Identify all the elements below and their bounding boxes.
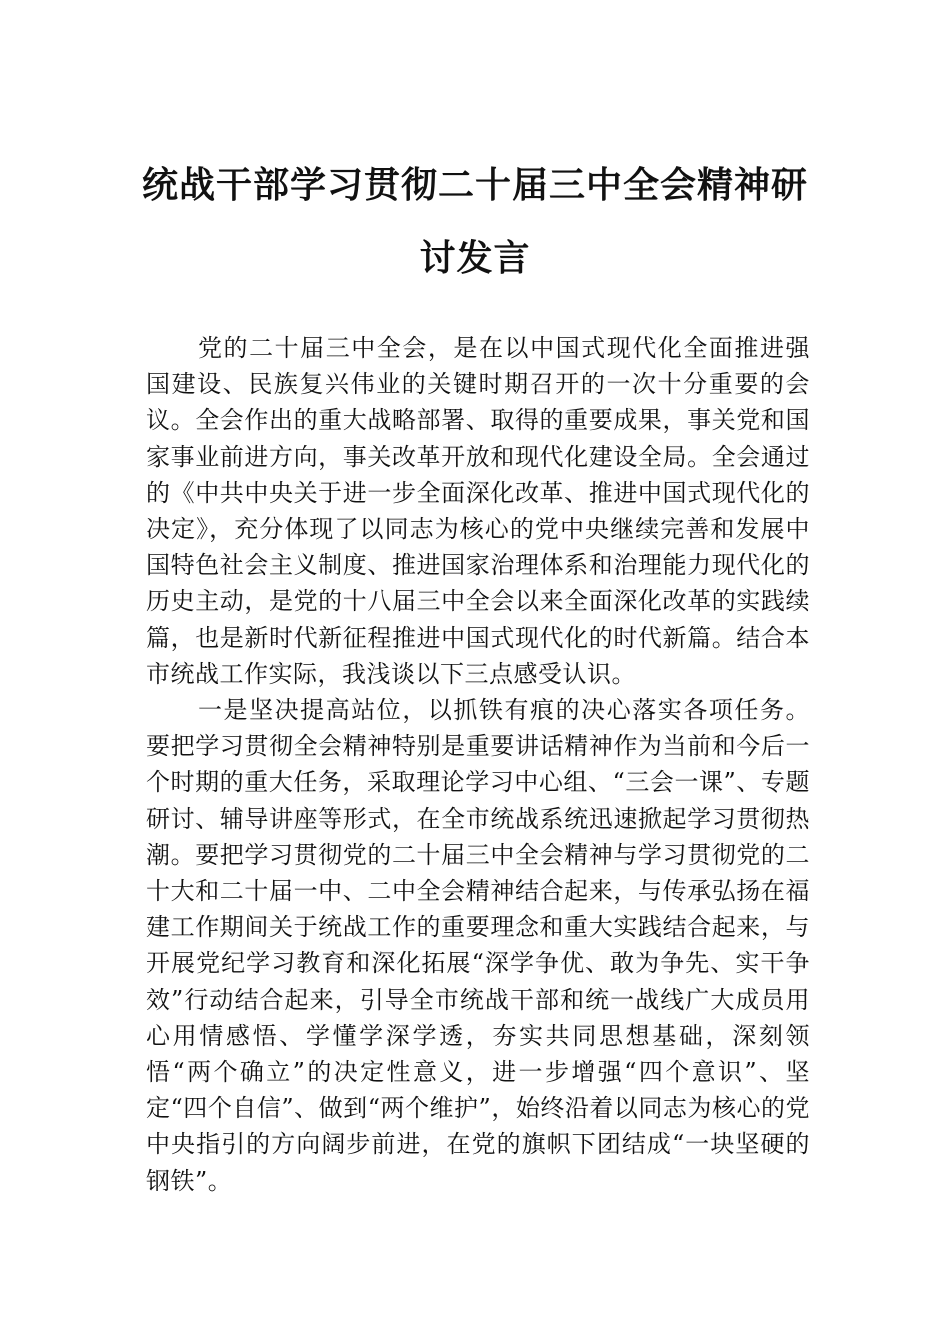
document-title-line1: 统战干部学习贯彻二十届三中全会精神研 <box>141 164 808 206</box>
paragraph-intro: 党的二十届三中全会，是在以中国式现代化全面推进强国建设、民族复兴伟业的关键时期召开的一次十分重要的会议。全会作出的重大战略部署、取得的重要成果，事关党和国家事业前进方向，事关改革开放和现代化建设全局。全会通过的《中共中央关于进一步全面深化改革、推进中国式现代化的决定》，充分体现了以同志为核心的党中央继续完善和发展中国特色社会主义制度、推进国家治理体系和治理能力现代化的历史主动，是党的十八届三中全会以来全面深化改革的实践续篇，也是新时代新征程推进中国式现代化的时代新篇。结合本市统战工作实际，我浅谈以下三点感受认识。 <box>146 334 810 688</box>
paragraph-point-one: 一是坚决提高站位，以抓铁有痕的决心落实各项任务。要把学习贯彻全会精神特别是重要讲话精神作为当前和今后一个时期的重大任务，采取理论学习中心组、“三会一课”、专题研讨、辅导讲座等形式，在全市统战系统迅速掀起学习贯彻热潮。要把学习贯彻党的二十届三中全会精神与学习贯彻党的二十大和二十届一中、二中全会精神结合起来，与传承弘扬在福建工作期间关于统战工作的重要理念和重大实践结合起来，与开展党纪学习教育和深化拓展“深学争优、敢为争先、实干争效”行动结合起来，引导全市统战干部和统一战线广大成员用心用情感悟、学懂学深学透，夯实共同思想基础，深刻领悟“两个确立”的决定性意义，进一步增强“四个意识”、坚定“四个自信”、做到“两个维护”，始终沿着以同志为核心的党中央指引的方向阔步前进，在党的旗帜下团结成“一块坚硬的钢铁”。 <box>146 696 810 1195</box>
document-body <box>146 330 810 1199</box>
document-title-line2: 讨发言 <box>419 237 531 279</box>
